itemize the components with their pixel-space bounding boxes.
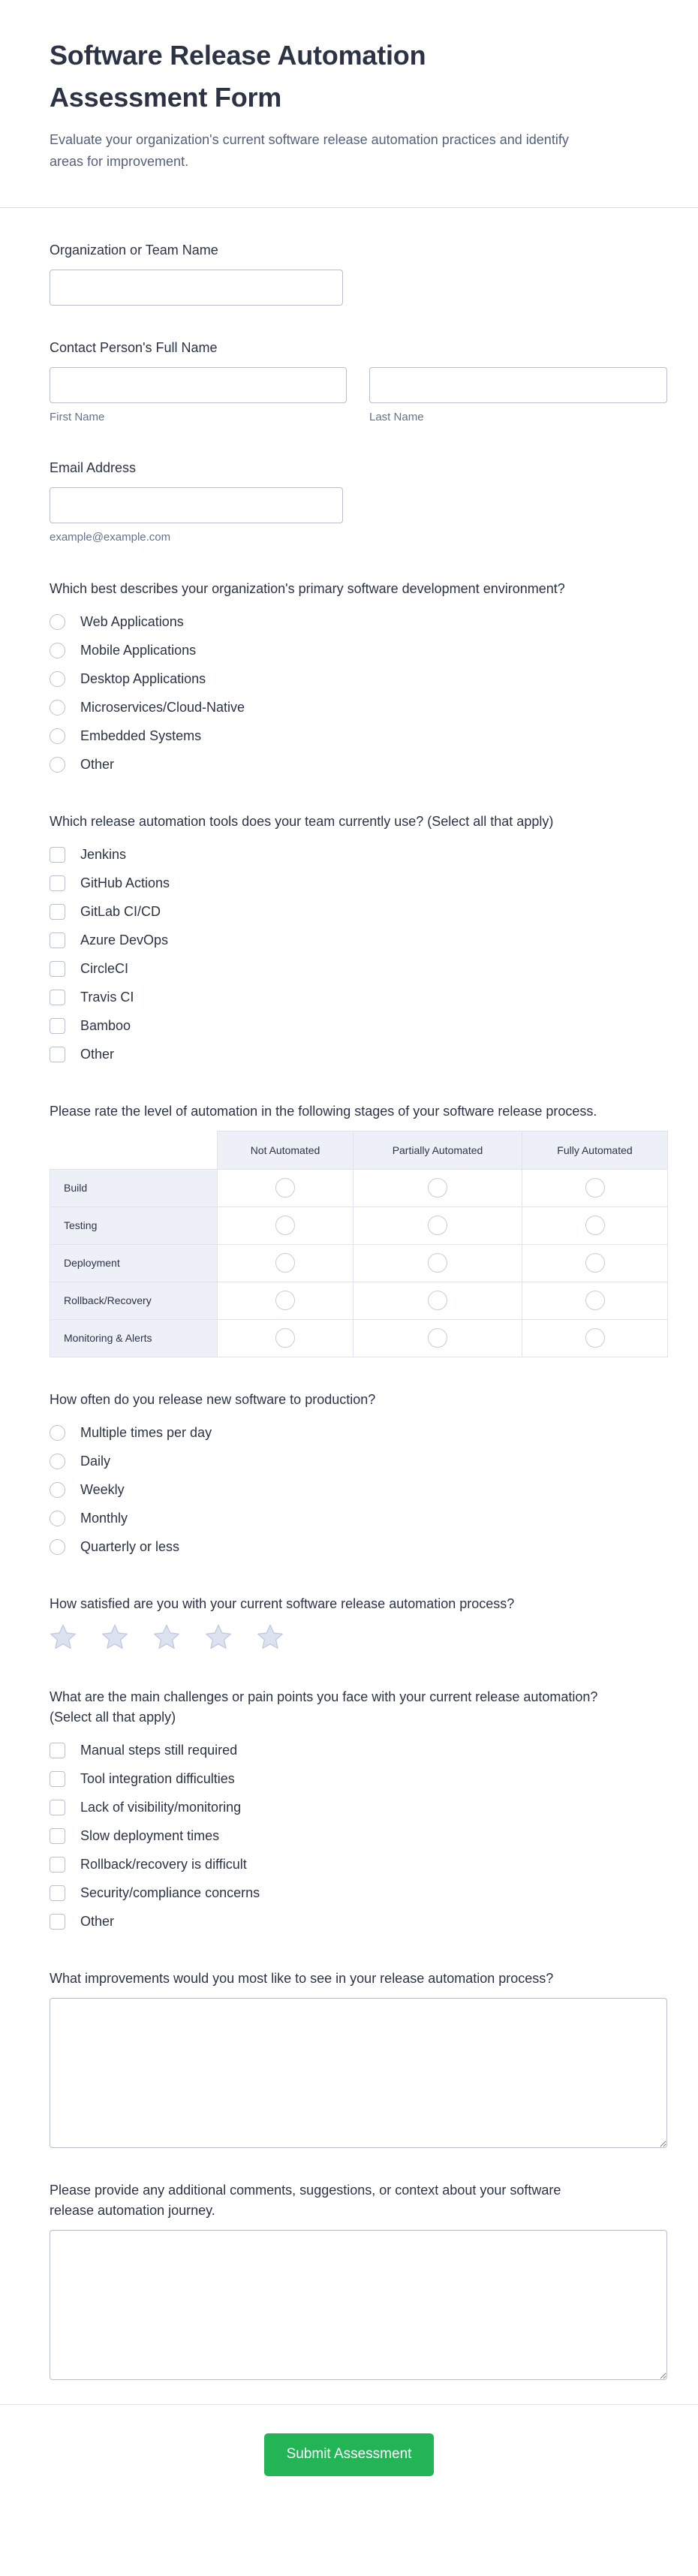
form-footer: [0, 2405, 698, 2512]
matrix-radio-icon[interactable]: [585, 1328, 605, 1348]
checkbox-option[interactable]: [50, 984, 667, 1012]
matrix-label: Please rate the level of automation in the following stages of your software release process.: [50, 1103, 597, 1119]
question-comments: [50, 2180, 667, 2380]
star-icon[interactable]: [153, 1625, 180, 1655]
star-icon[interactable]: [50, 1625, 77, 1655]
radio-option[interactable]: [50, 1505, 667, 1533]
matrix-row: [50, 1207, 668, 1244]
checkbox-icon[interactable]: [50, 932, 65, 948]
checkbox-option[interactable]: [50, 1879, 667, 1908]
question-contact-name: [50, 338, 667, 426]
contact-name-label: Contact Person's Full Name: [50, 339, 218, 355]
option-label: Multiple times per day: [80, 1425, 212, 1441]
frequency-label: How often do you release new software to production?: [50, 1391, 376, 1407]
checkbox-option[interactable]: [50, 926, 667, 955]
option-label: Manual steps still required: [80, 1743, 238, 1758]
improvements-textarea[interactable]: [50, 1998, 667, 2148]
environment-options: [50, 608, 667, 779]
radio-option[interactable]: [50, 694, 667, 722]
question-frequency: [50, 1390, 667, 1562]
tools-options: [50, 841, 667, 1069]
radio-icon[interactable]: [50, 671, 65, 687]
option-label: Travis CI: [80, 990, 134, 1005]
radio-icon[interactable]: [50, 700, 65, 716]
matrix-corner-cell: [50, 1131, 218, 1169]
matrix-row-label: Testing: [50, 1207, 218, 1244]
org-name-input[interactable]: [50, 270, 343, 306]
question-matrix: [50, 1101, 667, 1357]
radio-option[interactable]: [50, 665, 667, 694]
checkbox-option[interactable]: [50, 898, 667, 926]
form-header: [0, 0, 698, 207]
radio-option[interactable]: [50, 1448, 667, 1476]
radio-icon[interactable]: [50, 643, 65, 658]
checkbox-option[interactable]: [50, 841, 667, 869]
matrix-column-header: Not Automated: [218, 1131, 354, 1169]
matrix-cell: [354, 1169, 522, 1207]
option-label: Embedded Systems: [80, 728, 202, 744]
radio-option[interactable]: [50, 608, 667, 637]
radio-option[interactable]: [50, 722, 667, 751]
challenges-label: What are the main challenges or pain points you face with your current release automation? (Select all that apply): [50, 1689, 598, 1725]
last-name-sublabel: Last Name: [369, 410, 424, 423]
comments-label: Please provide any additional comments, suggestions, or context about your software release automation journey.: [50, 2182, 561, 2218]
matrix-table: [50, 1131, 668, 1357]
checkbox-icon[interactable]: [50, 875, 65, 891]
checkbox-icon[interactable]: [50, 990, 65, 1005]
submit-button[interactable]: Submit Assessment: [264, 2433, 435, 2476]
checkbox-icon[interactable]: [50, 847, 65, 863]
option-label: Other: [80, 757, 115, 773]
option-label: Lack of visibility/monitoring: [80, 1800, 242, 1815]
matrix-cell: [218, 1244, 354, 1282]
comments-textarea[interactable]: [50, 2230, 667, 2380]
checkbox-icon[interactable]: [50, 1828, 65, 1844]
radio-icon[interactable]: [50, 1511, 65, 1526]
matrix-row-label: Monitoring & Alerts: [50, 1319, 218, 1357]
option-label: Bamboo: [80, 1018, 131, 1034]
star-icon[interactable]: [205, 1625, 232, 1655]
checkbox-icon[interactable]: [50, 1771, 65, 1787]
radio-option[interactable]: [50, 637, 667, 665]
header-divider: [0, 207, 698, 208]
matrix-radio-icon[interactable]: [428, 1178, 447, 1198]
checkbox-option[interactable]: [50, 869, 667, 898]
checkbox-icon[interactable]: [50, 1885, 65, 1901]
option-label: GitHub Actions: [80, 875, 170, 891]
matrix-cell: [522, 1169, 668, 1207]
question-org-name: [50, 240, 667, 306]
matrix-cell: [522, 1282, 668, 1319]
matrix-row: [50, 1319, 668, 1357]
email-label: Email Address: [50, 460, 137, 476]
question-email: [50, 458, 667, 547]
matrix-row: [50, 1282, 668, 1319]
option-label: Other: [80, 1914, 115, 1930]
matrix-cell: [522, 1319, 668, 1357]
matrix-row-label: Build: [50, 1169, 218, 1207]
radio-icon[interactable]: [50, 1539, 65, 1555]
matrix-cell: [522, 1207, 668, 1244]
satisfaction-label: How satisfied are you with your current software release automation process?: [50, 1595, 515, 1611]
option-label: Monthly: [80, 1511, 128, 1526]
question-environment: [50, 579, 667, 779]
option-label: Mobile Applications: [80, 643, 197, 658]
matrix-cell: [522, 1244, 668, 1282]
frequency-options: [50, 1419, 667, 1562]
last-name-field: [369, 367, 667, 426]
matrix-radio-icon[interactable]: [275, 1291, 295, 1310]
star-icon[interactable]: [257, 1625, 284, 1655]
radio-option[interactable]: [50, 751, 667, 779]
matrix-row-label: Rollback/Recovery: [50, 1282, 218, 1319]
first-name-input[interactable]: [50, 367, 347, 403]
option-label: Microservices/Cloud-Native: [80, 700, 245, 716]
matrix-column-header: Fully Automated: [522, 1131, 668, 1169]
radio-option[interactable]: [50, 1476, 667, 1505]
checkbox-icon[interactable]: [50, 1800, 65, 1815]
checkbox-option[interactable]: [50, 1908, 667, 1936]
question-improvements: [50, 1969, 667, 2148]
checkbox-icon[interactable]: [50, 961, 65, 977]
matrix-header-row: [50, 1131, 668, 1169]
matrix-cell: [354, 1282, 522, 1319]
star-rating: [50, 1625, 667, 1655]
matrix-cell: [218, 1169, 354, 1207]
matrix-row-label: Deployment: [50, 1244, 218, 1282]
checkbox-option[interactable]: [50, 1822, 667, 1851]
matrix-cell: [354, 1319, 522, 1357]
option-label: Quarterly or less: [80, 1539, 180, 1555]
checkbox-icon[interactable]: [50, 904, 65, 920]
org-name-label: Organization or Team Name: [50, 242, 218, 258]
checkbox-icon[interactable]: [50, 1047, 65, 1062]
radio-icon[interactable]: [50, 757, 65, 773]
matrix-radio-icon[interactable]: [275, 1328, 295, 1348]
checkbox-option[interactable]: [50, 1794, 667, 1822]
option-label: Slow deployment times: [80, 1828, 220, 1844]
form-subtitle: Evaluate your organization's current software release automation practices and identify areas for improvement.: [50, 131, 569, 170]
option-label: Jenkins: [80, 847, 127, 863]
matrix-body: [50, 1169, 668, 1357]
radio-icon[interactable]: [50, 614, 65, 630]
checkbox-icon[interactable]: [50, 1743, 65, 1758]
tools-label: Which release automation tools does your team currently use? (Select all that apply): [50, 813, 554, 829]
option-label: Azure DevOps: [80, 932, 169, 948]
question-challenges: [50, 1687, 667, 1936]
checkbox-option[interactable]: [50, 1737, 667, 1765]
matrix-radio-icon[interactable]: [275, 1253, 295, 1273]
matrix-head: [50, 1131, 668, 1169]
matrix-radio-icon[interactable]: [428, 1328, 447, 1348]
matrix-cell: [354, 1207, 522, 1244]
first-name-field: [50, 367, 347, 426]
radio-icon[interactable]: [50, 1454, 65, 1469]
option-label: Other: [80, 1047, 115, 1062]
option-label: Rollback/recovery is difficult: [80, 1857, 247, 1872]
matrix-radio-icon[interactable]: [585, 1253, 605, 1273]
checkbox-option[interactable]: [50, 955, 667, 984]
radio-icon[interactable]: [50, 728, 65, 744]
challenges-options: [50, 1737, 667, 1936]
name-fields: [50, 367, 667, 426]
first-name-sublabel: First Name: [50, 410, 105, 423]
last-name-input[interactable]: [369, 367, 667, 403]
option-label: Web Applications: [80, 614, 184, 630]
checkbox-option[interactable]: [50, 1041, 667, 1069]
matrix-radio-icon[interactable]: [275, 1216, 295, 1235]
checkbox-icon[interactable]: [50, 1914, 65, 1930]
matrix-cell: [218, 1207, 354, 1244]
option-label: Security/compliance concerns: [80, 1885, 260, 1901]
form-title: Software Release Automation Assessment Form: [50, 40, 426, 113]
matrix-radio-icon[interactable]: [428, 1291, 447, 1310]
matrix-row: [50, 1169, 668, 1207]
radio-option[interactable]: [50, 1533, 667, 1562]
option-label: Daily: [80, 1454, 111, 1469]
radio-option[interactable]: [50, 1419, 667, 1448]
option-label: Desktop Applications: [80, 671, 206, 687]
matrix-cell: [354, 1244, 522, 1282]
email-input[interactable]: [50, 487, 343, 523]
matrix-radio-icon[interactable]: [428, 1253, 447, 1273]
matrix-radio-icon[interactable]: [585, 1178, 605, 1198]
matrix-row: [50, 1244, 668, 1282]
matrix-radio-icon[interactable]: [585, 1216, 605, 1235]
matrix-radio-icon[interactable]: [275, 1178, 295, 1198]
matrix-radio-icon[interactable]: [428, 1216, 447, 1235]
improvements-label: What improvements would you most like to see in your release automation process?: [50, 1970, 554, 1986]
matrix-column-header: Partially Automated: [354, 1131, 522, 1169]
option-label: Tool integration difficulties: [80, 1771, 235, 1787]
checkbox-option[interactable]: [50, 1851, 667, 1879]
option-label: Weekly: [80, 1482, 125, 1498]
matrix-radio-icon[interactable]: [585, 1291, 605, 1310]
matrix-cell: [218, 1282, 354, 1319]
radio-icon[interactable]: [50, 1482, 65, 1498]
checkbox-icon[interactable]: [50, 1857, 65, 1872]
star-icon[interactable]: [101, 1625, 128, 1655]
email-sublabel: example@example.com: [50, 531, 171, 544]
radio-icon[interactable]: [50, 1425, 65, 1441]
form-body: [0, 240, 698, 2380]
checkbox-option[interactable]: [50, 1012, 667, 1041]
question-tools: [50, 812, 667, 1069]
option-label: GitLab CI/CD: [80, 904, 161, 920]
question-satisfaction: [50, 1594, 667, 1655]
checkbox-icon[interactable]: [50, 1018, 65, 1034]
matrix-cell: [218, 1319, 354, 1357]
option-label: CircleCI: [80, 961, 129, 977]
environment-label: Which best describes your organization's primary software development environment?: [50, 580, 565, 596]
checkbox-option[interactable]: [50, 1765, 667, 1794]
